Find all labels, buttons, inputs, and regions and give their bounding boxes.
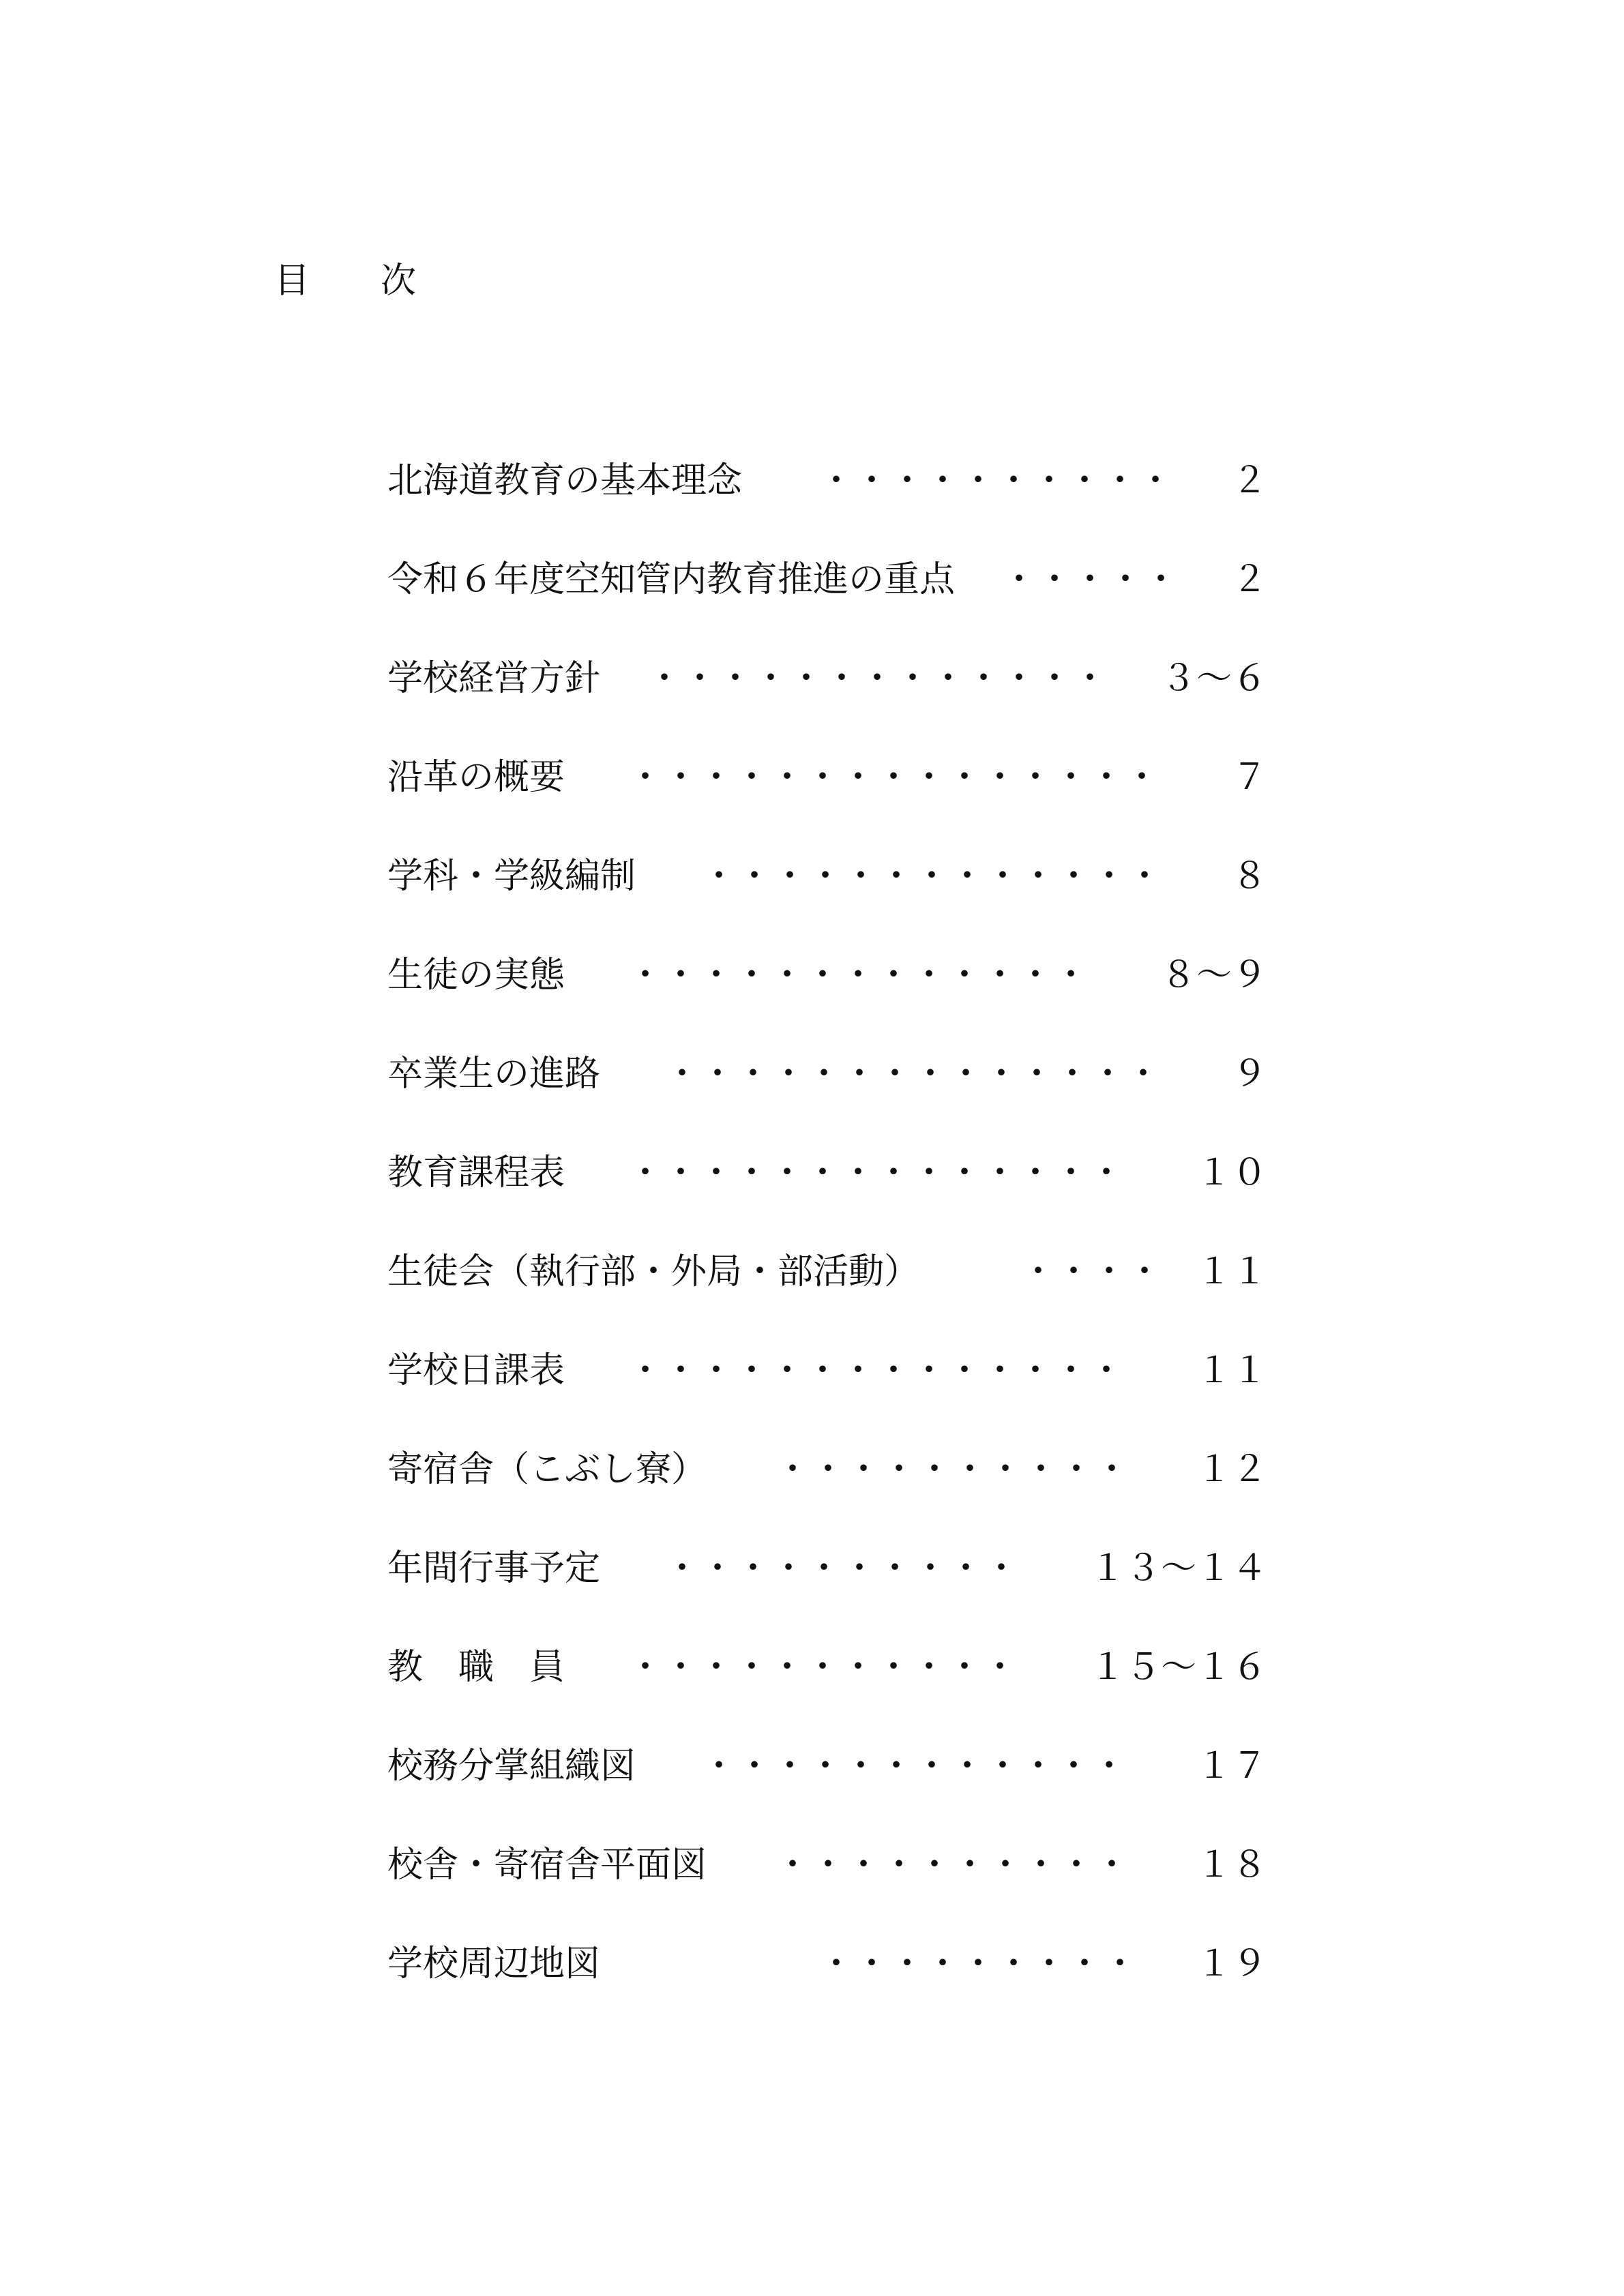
toc-entry-label: 学校周辺地図	[387, 1943, 601, 1984]
toc-entry-leader: ・・・・・・・・・・・・・	[701, 856, 1163, 897]
toc-entry-leader: ・・・・・・・・・・・・・	[628, 955, 1089, 996]
page-title: 目 次	[274, 260, 417, 301]
toc-entry-leader: ・・・・・・・・・・・・	[701, 1746, 1127, 1787]
toc-entry-8	[387, 1241, 1267, 1302]
toc-entry-label: 教 職 員	[387, 1647, 565, 1688]
toc-entry-10	[387, 1439, 1267, 1500]
toc-entry-13	[387, 1735, 1267, 1797]
toc-entry-page: ７	[1231, 757, 1267, 798]
toc-entry-leader: ・・・・・・・・・	[818, 1943, 1138, 1984]
toc-entry-label: 沿革の概要	[387, 757, 565, 798]
toc-entry-label: 寄宿舎（こぶし寮）	[387, 1449, 707, 1490]
toc-entry-leader: ・・・・・・・・・・・・・・・	[628, 757, 1160, 798]
toc-entry-label: 教育課程表	[387, 1152, 565, 1193]
toc-entry-page: ８	[1231, 856, 1267, 897]
toc-entry-page: １１	[1196, 1350, 1267, 1391]
toc-entry-5	[387, 944, 1267, 1006]
toc-entry-7	[387, 1142, 1267, 1204]
toc-entry-9	[387, 1340, 1267, 1401]
toc-entry-label: 学科・学級編制	[387, 856, 636, 897]
toc-entry-14	[387, 1834, 1267, 1896]
toc-entry-label: 校舎・寄宿舎平面図	[387, 1845, 707, 1885]
toc-entry-11	[387, 1538, 1267, 1599]
toc-entry-label: 校務分掌組織図	[387, 1746, 636, 1787]
toc-entry-12	[387, 1637, 1267, 1698]
toc-entry-page: １５～１６	[1089, 1647, 1267, 1688]
toc-entry-leader: ・・・・・・・・・・・・・・	[628, 1152, 1125, 1193]
toc-entry-page: １９	[1196, 1943, 1267, 1984]
toc-entry-page: １８	[1196, 1845, 1267, 1885]
toc-entry-label: 年間行事予定	[387, 1548, 601, 1589]
toc-entry-0	[387, 450, 1267, 511]
toc-entry-label: 令和６年度空知管内教育推進の重点	[387, 559, 956, 600]
toc-entry-page: ２	[1231, 559, 1267, 600]
toc-entry-label: 生徒会（執行部・外局・部活動）	[387, 1251, 920, 1292]
toc-entry-page: ３～６	[1160, 658, 1267, 699]
toc-entry-label: 北海道教育の基本理念	[387, 460, 743, 501]
toc-entry-page: １０	[1196, 1152, 1267, 1193]
toc-entry-page: １１	[1196, 1251, 1267, 1292]
toc-entry-label: 生徒の実態	[387, 955, 565, 996]
toc-entry-leader: ・・・・・	[1001, 559, 1179, 600]
toc-entry-2	[387, 648, 1267, 709]
toc-entry-leader: ・・・・・・・・・・	[664, 1548, 1020, 1589]
toc-entry-leader: ・・・・・・・・・・・・・・	[664, 1054, 1162, 1094]
toc-entry-leader: ・・・・・・・・・・・・・・	[628, 1350, 1125, 1391]
toc-entry-leader: ・・・・	[1020, 1251, 1163, 1292]
toc-entry-label: 学校経営方針	[387, 658, 601, 699]
toc-entry-label: 学校日課表	[387, 1350, 565, 1391]
toc-entry-page: ２	[1231, 460, 1267, 501]
toc-entry-leader: ・・・・・・・・・・・・・	[647, 658, 1108, 699]
toc-entry-3	[387, 747, 1267, 808]
toc-entry-6	[387, 1043, 1267, 1105]
toc-entry-leader: ・・・・・・・・・・	[775, 1845, 1130, 1885]
toc-entry-4	[387, 846, 1267, 907]
toc-entry-leader: ・・・・・・・・・・	[818, 460, 1174, 501]
toc-entry-label: 卒業生の進路	[387, 1054, 601, 1094]
toc-entry-page: １２	[1196, 1449, 1267, 1490]
toc-entry-page: ８～９	[1160, 955, 1267, 996]
toc-entry-page: １７	[1196, 1746, 1267, 1787]
toc-entry-page: １３～１４	[1089, 1548, 1267, 1589]
toc-entry-15	[387, 1933, 1267, 1995]
toc-entry-1	[387, 549, 1267, 610]
toc-entry-leader: ・・・・・・・・・・・	[628, 1647, 1018, 1688]
toc-entry-leader: ・・・・・・・・・・	[775, 1449, 1130, 1490]
toc-entry-page: ９	[1231, 1054, 1267, 1094]
